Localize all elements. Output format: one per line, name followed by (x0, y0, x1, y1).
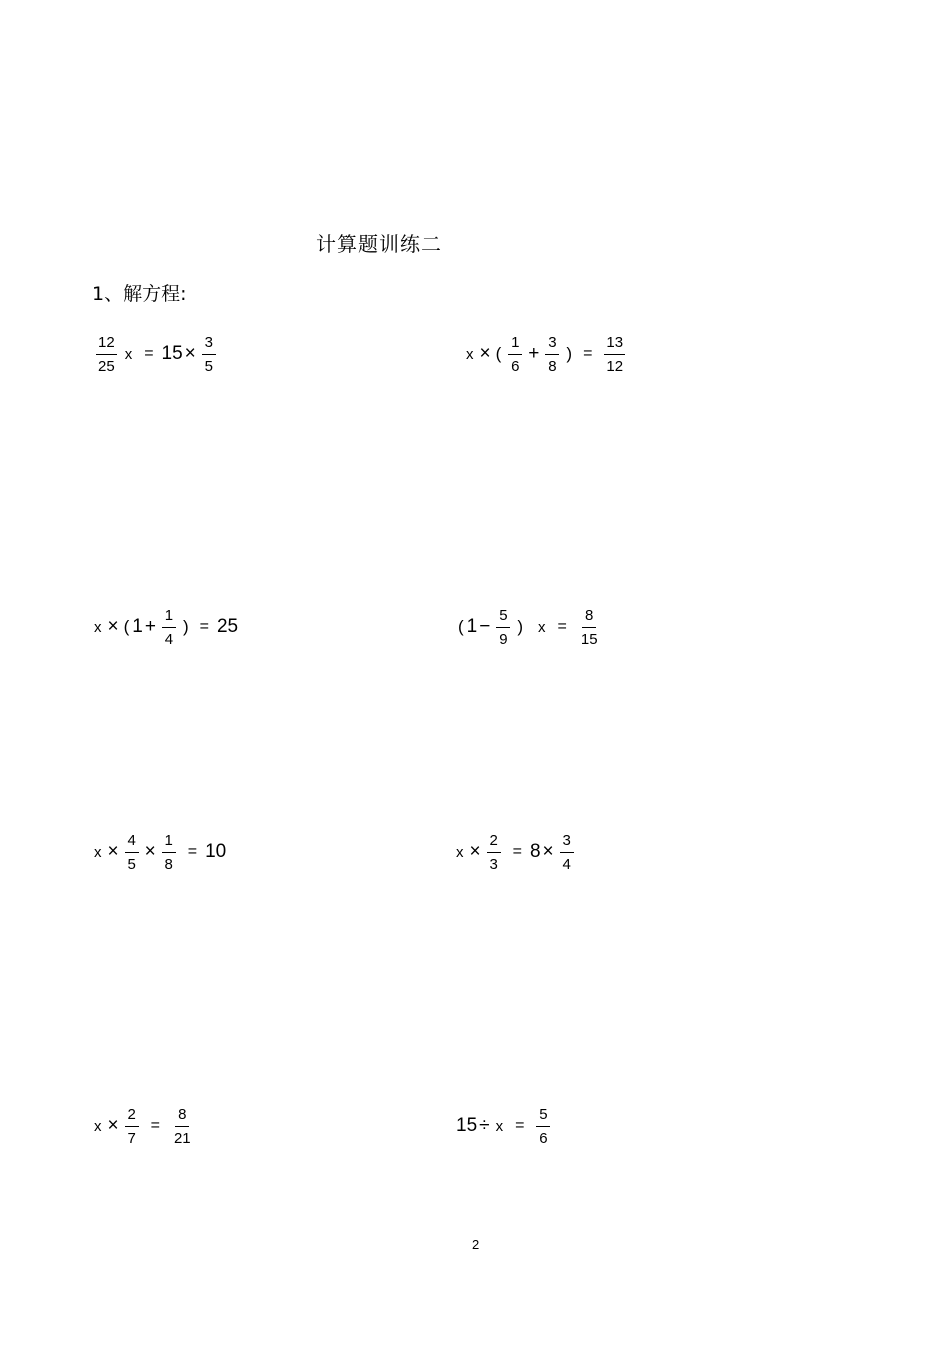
numerator: 3 (202, 335, 216, 355)
equals-sign: = (515, 1117, 525, 1134)
fraction (125, 1107, 139, 1146)
denominator: 5 (127, 855, 136, 873)
denominator: 9 (499, 630, 508, 648)
fraction (579, 608, 600, 647)
fraction (604, 335, 625, 374)
numerator: 1 (508, 335, 522, 355)
times-sign: × (107, 616, 119, 637)
numerator: 3 (560, 833, 574, 853)
numerator: 4 (125, 833, 139, 853)
divide-sign: ÷ (479, 1115, 490, 1136)
denominator: 6 (539, 1129, 548, 1147)
numerator: 2 (125, 1107, 139, 1127)
times-sign: × (469, 841, 481, 862)
denominator: 15 (580, 630, 598, 648)
numerator: 5 (536, 1107, 550, 1127)
left-paren: ( (123, 617, 130, 636)
fraction (508, 335, 522, 374)
denominator: 4 (562, 855, 571, 873)
section-label: 1、解方程: (92, 283, 187, 305)
times-sign: × (542, 841, 554, 862)
number: 25 (216, 616, 239, 637)
fraction (487, 833, 501, 872)
equation-7 (90, 1100, 197, 1152)
equals-sign: = (583, 345, 593, 362)
numerator: 8 (175, 1107, 189, 1127)
fraction (536, 1107, 550, 1146)
page-number: 2 (472, 1237, 480, 1252)
fraction (545, 335, 559, 374)
times-sign: × (184, 343, 196, 364)
equals-sign: = (512, 843, 522, 860)
equals-sign: = (150, 1117, 160, 1134)
numerator: 2 (487, 833, 501, 853)
fraction (202, 335, 216, 374)
right-paren: ) (517, 617, 524, 636)
equation-1 (92, 328, 220, 380)
number: 1 (466, 616, 478, 637)
equation-8 (456, 1100, 554, 1152)
times-sign: × (479, 343, 491, 364)
equation-3 (90, 601, 238, 653)
left-paren: ( (458, 617, 464, 636)
equation-4 (455, 601, 604, 653)
variable-x: x (124, 345, 133, 363)
denominator: 8 (548, 357, 557, 375)
denominator: 7 (127, 1129, 136, 1147)
fraction (162, 833, 176, 872)
right-paren: ) (566, 344, 573, 363)
fraction (172, 1107, 193, 1146)
number: 10 (205, 841, 227, 862)
variable-x: x (538, 618, 546, 636)
variable-x: x (456, 843, 464, 861)
denominator: 25 (98, 357, 115, 375)
times-sign: × (107, 1115, 119, 1136)
variable-x: x (466, 345, 474, 363)
number: 15 (161, 343, 183, 364)
numerator: 13 (604, 335, 625, 355)
fraction (125, 833, 139, 872)
equation-2 (462, 328, 629, 380)
variable-x: x (94, 618, 102, 636)
numerator: 1 (162, 608, 176, 628)
page-title: 计算题训练二 (316, 232, 442, 256)
plus-sign: + (528, 343, 540, 364)
denominator: 8 (164, 855, 173, 873)
numerator: 5 (496, 608, 510, 628)
variable-x: x (495, 1117, 504, 1135)
variable-x: x (94, 1117, 102, 1135)
equation-5 (90, 826, 226, 878)
number: 1 (132, 616, 143, 637)
equals-sign: = (144, 345, 154, 362)
fraction (496, 608, 510, 647)
numerator: 8 (582, 608, 596, 628)
equals-sign: = (187, 843, 198, 860)
number: 15 (456, 1115, 478, 1136)
equals-sign: = (557, 618, 567, 635)
denominator: 6 (511, 357, 520, 375)
denominator: 4 (164, 630, 174, 648)
denominator: 12 (606, 357, 624, 375)
times-sign: × (144, 841, 156, 862)
numerator: 3 (545, 335, 559, 355)
equation-6 (452, 826, 578, 878)
numerator: 12 (96, 335, 117, 355)
denominator: 3 (489, 855, 498, 873)
fraction (96, 335, 117, 374)
left-paren: ( (495, 344, 502, 363)
right-paren: ) (182, 617, 189, 636)
numerator: 1 (162, 833, 176, 853)
times-sign: × (107, 841, 119, 862)
denominator: 21 (173, 1129, 191, 1147)
minus-sign: − (479, 616, 491, 637)
plus-sign: + (144, 616, 156, 637)
variable-x: x (94, 843, 102, 861)
equals-sign: = (199, 618, 209, 635)
denominator: 5 (204, 357, 213, 375)
fraction (560, 833, 574, 872)
number: 8 (529, 841, 541, 862)
fraction (162, 608, 176, 647)
